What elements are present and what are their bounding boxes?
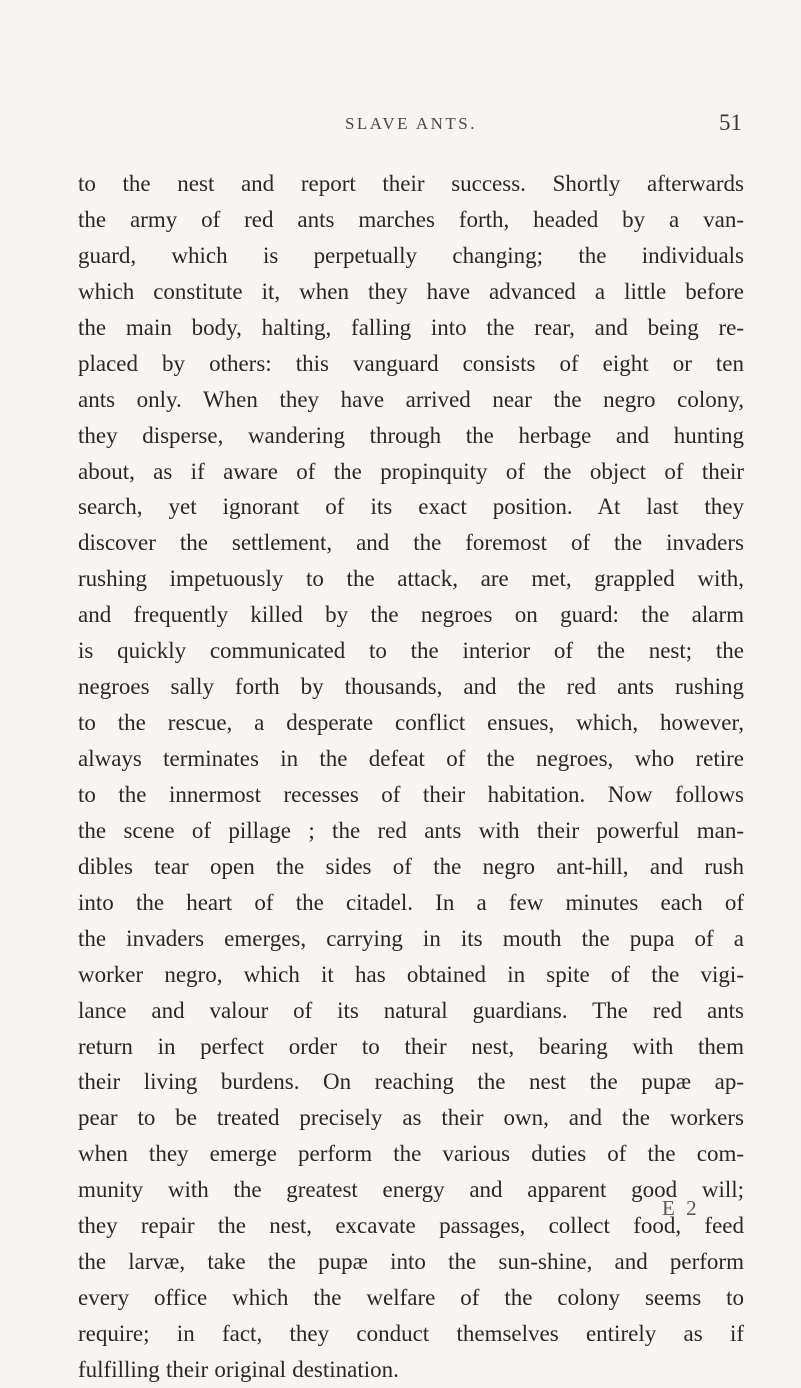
text-line: placed by others: this vanguard consists of eight or ten: [78, 350, 744, 376]
text-line: the main body, halting, falling into the rear, and being re-: [78, 314, 744, 340]
text-line: guard, which is perpetually changing; the individuals: [78, 242, 744, 268]
text-line-last: fulfilling their original destination.: [78, 1356, 399, 1382]
text-line: they disperse, wandering through the herbage and hunting: [78, 422, 744, 448]
text-line: which constitute it, when they have advanced a little before: [78, 278, 744, 304]
text-line: to the nest and report their success. Shortly afterwards: [78, 171, 744, 196]
text-line: the scene of pillage ; the red ants with their powerful man-: [78, 817, 744, 843]
text-line: they repair the nest, excavate passages, collect food, feed: [78, 1213, 744, 1239]
text-line: discover the settlement, and the foremost of the invaders: [78, 530, 744, 556]
text-line: their living burdens. On reaching the nest the pupæ ap-: [78, 1069, 744, 1095]
text-line: dibles tear open the sides of the negro ant-hill, and rush: [78, 853, 744, 879]
text-line: the invaders emerges, carrying in its mouth the pupa of a: [78, 925, 744, 951]
signature-mark: E 2: [662, 1196, 700, 1220]
text-line: always terminates in the defeat of the negroes, who retire: [78, 746, 744, 771]
text-line: the larvæ, take the pupæ into the sun-shine, and perform: [78, 1249, 744, 1275]
text-line: ants only. When they have arrived near the negro colony,: [78, 386, 744, 412]
running-head: [78, 96, 744, 136]
text-line: into the heart of the citadel. In a few minutes each of: [78, 889, 744, 915]
text-line: the army of red ants marches forth, headed by a van-: [78, 206, 744, 232]
text-line: when they emerge perform the various duties of the com-: [78, 1141, 744, 1167]
text-line: search, yet ignorant of its exact position. At last they: [78, 494, 744, 520]
text-line: require; in fact, they conduct themselves entirely as if: [78, 1321, 744, 1346]
text-line: negroes sally forth by thousands, and the red ants rushing: [78, 674, 744, 700]
text-line: to the innermost recesses of their habitation. Now follows: [78, 781, 744, 807]
text-line: rushing impetuously to the attack, are met, grappled with,: [78, 566, 744, 592]
text-line: is quickly communicated to the interior of the nest; the: [78, 638, 744, 664]
page-number: 51: [719, 110, 742, 135]
text-line: pear to be treated precisely as their own, and the workers: [78, 1105, 744, 1131]
body-text: [78, 166, 744, 1388]
text-line: munity with the greatest energy and apparent good will;: [78, 1177, 744, 1203]
running-title: SLAVE ANTS.: [344, 114, 478, 133]
text-line: lance and valour of its natural guardians. The red ants: [78, 997, 744, 1023]
text-line: to the rescue, a desperate conflict ensues, which, however,: [78, 710, 744, 736]
text-line: return in perfect order to their nest, bearing with them: [78, 1033, 744, 1059]
text-line: and frequently killed by the negroes on guard: the alarm: [78, 602, 744, 628]
text-line: about, as if aware of the propinquity of the object of their: [78, 458, 744, 484]
text-line: worker negro, which it has obtained in spite of the vigi-: [78, 961, 744, 987]
text-line: every office which the welfare of the colony seems to: [78, 1285, 744, 1311]
